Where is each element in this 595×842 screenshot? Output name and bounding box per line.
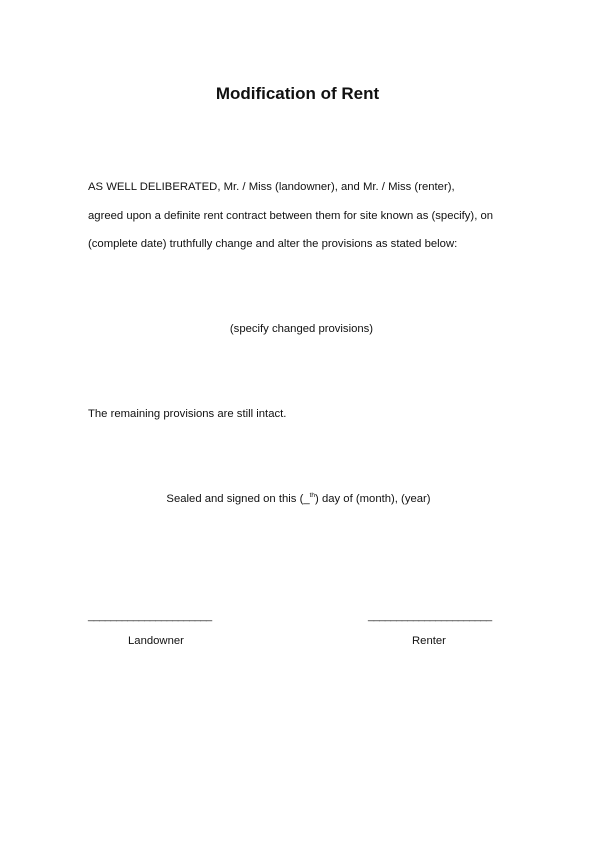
paragraph-line-2: agreed upon a definite rent contract between them for site known as (specify), on <box>88 210 494 222</box>
renter-label: Renter <box>412 635 446 647</box>
sealed-text-after: ) day of (month), (year) <box>315 493 431 505</box>
ordinal-superscript: th <box>309 492 316 499</box>
paragraph-line-1: AS WELL DELIBERATED, Mr. / Miss (landowner), and Mr. / Miss (renter), <box>88 181 455 193</box>
renter-signature-line: ______________________ <box>368 610 492 622</box>
landowner-signature-line: ______________________ <box>88 610 212 622</box>
paragraph-line-3: (complete date) truthfully change and alter the provisions as stated below: <box>88 238 458 250</box>
changed-provisions-placeholder: (specify changed provisions) <box>229 323 374 335</box>
sealed-text-before: Sealed and signed on this (_ <box>166 493 310 505</box>
sealed-and-signed-line <box>1 493 595 505</box>
document-title: Modification of Rent <box>215 84 380 103</box>
remaining-provisions-text: The remaining provisions are still intact. <box>88 408 287 420</box>
landowner-label: Landowner <box>128 635 184 647</box>
